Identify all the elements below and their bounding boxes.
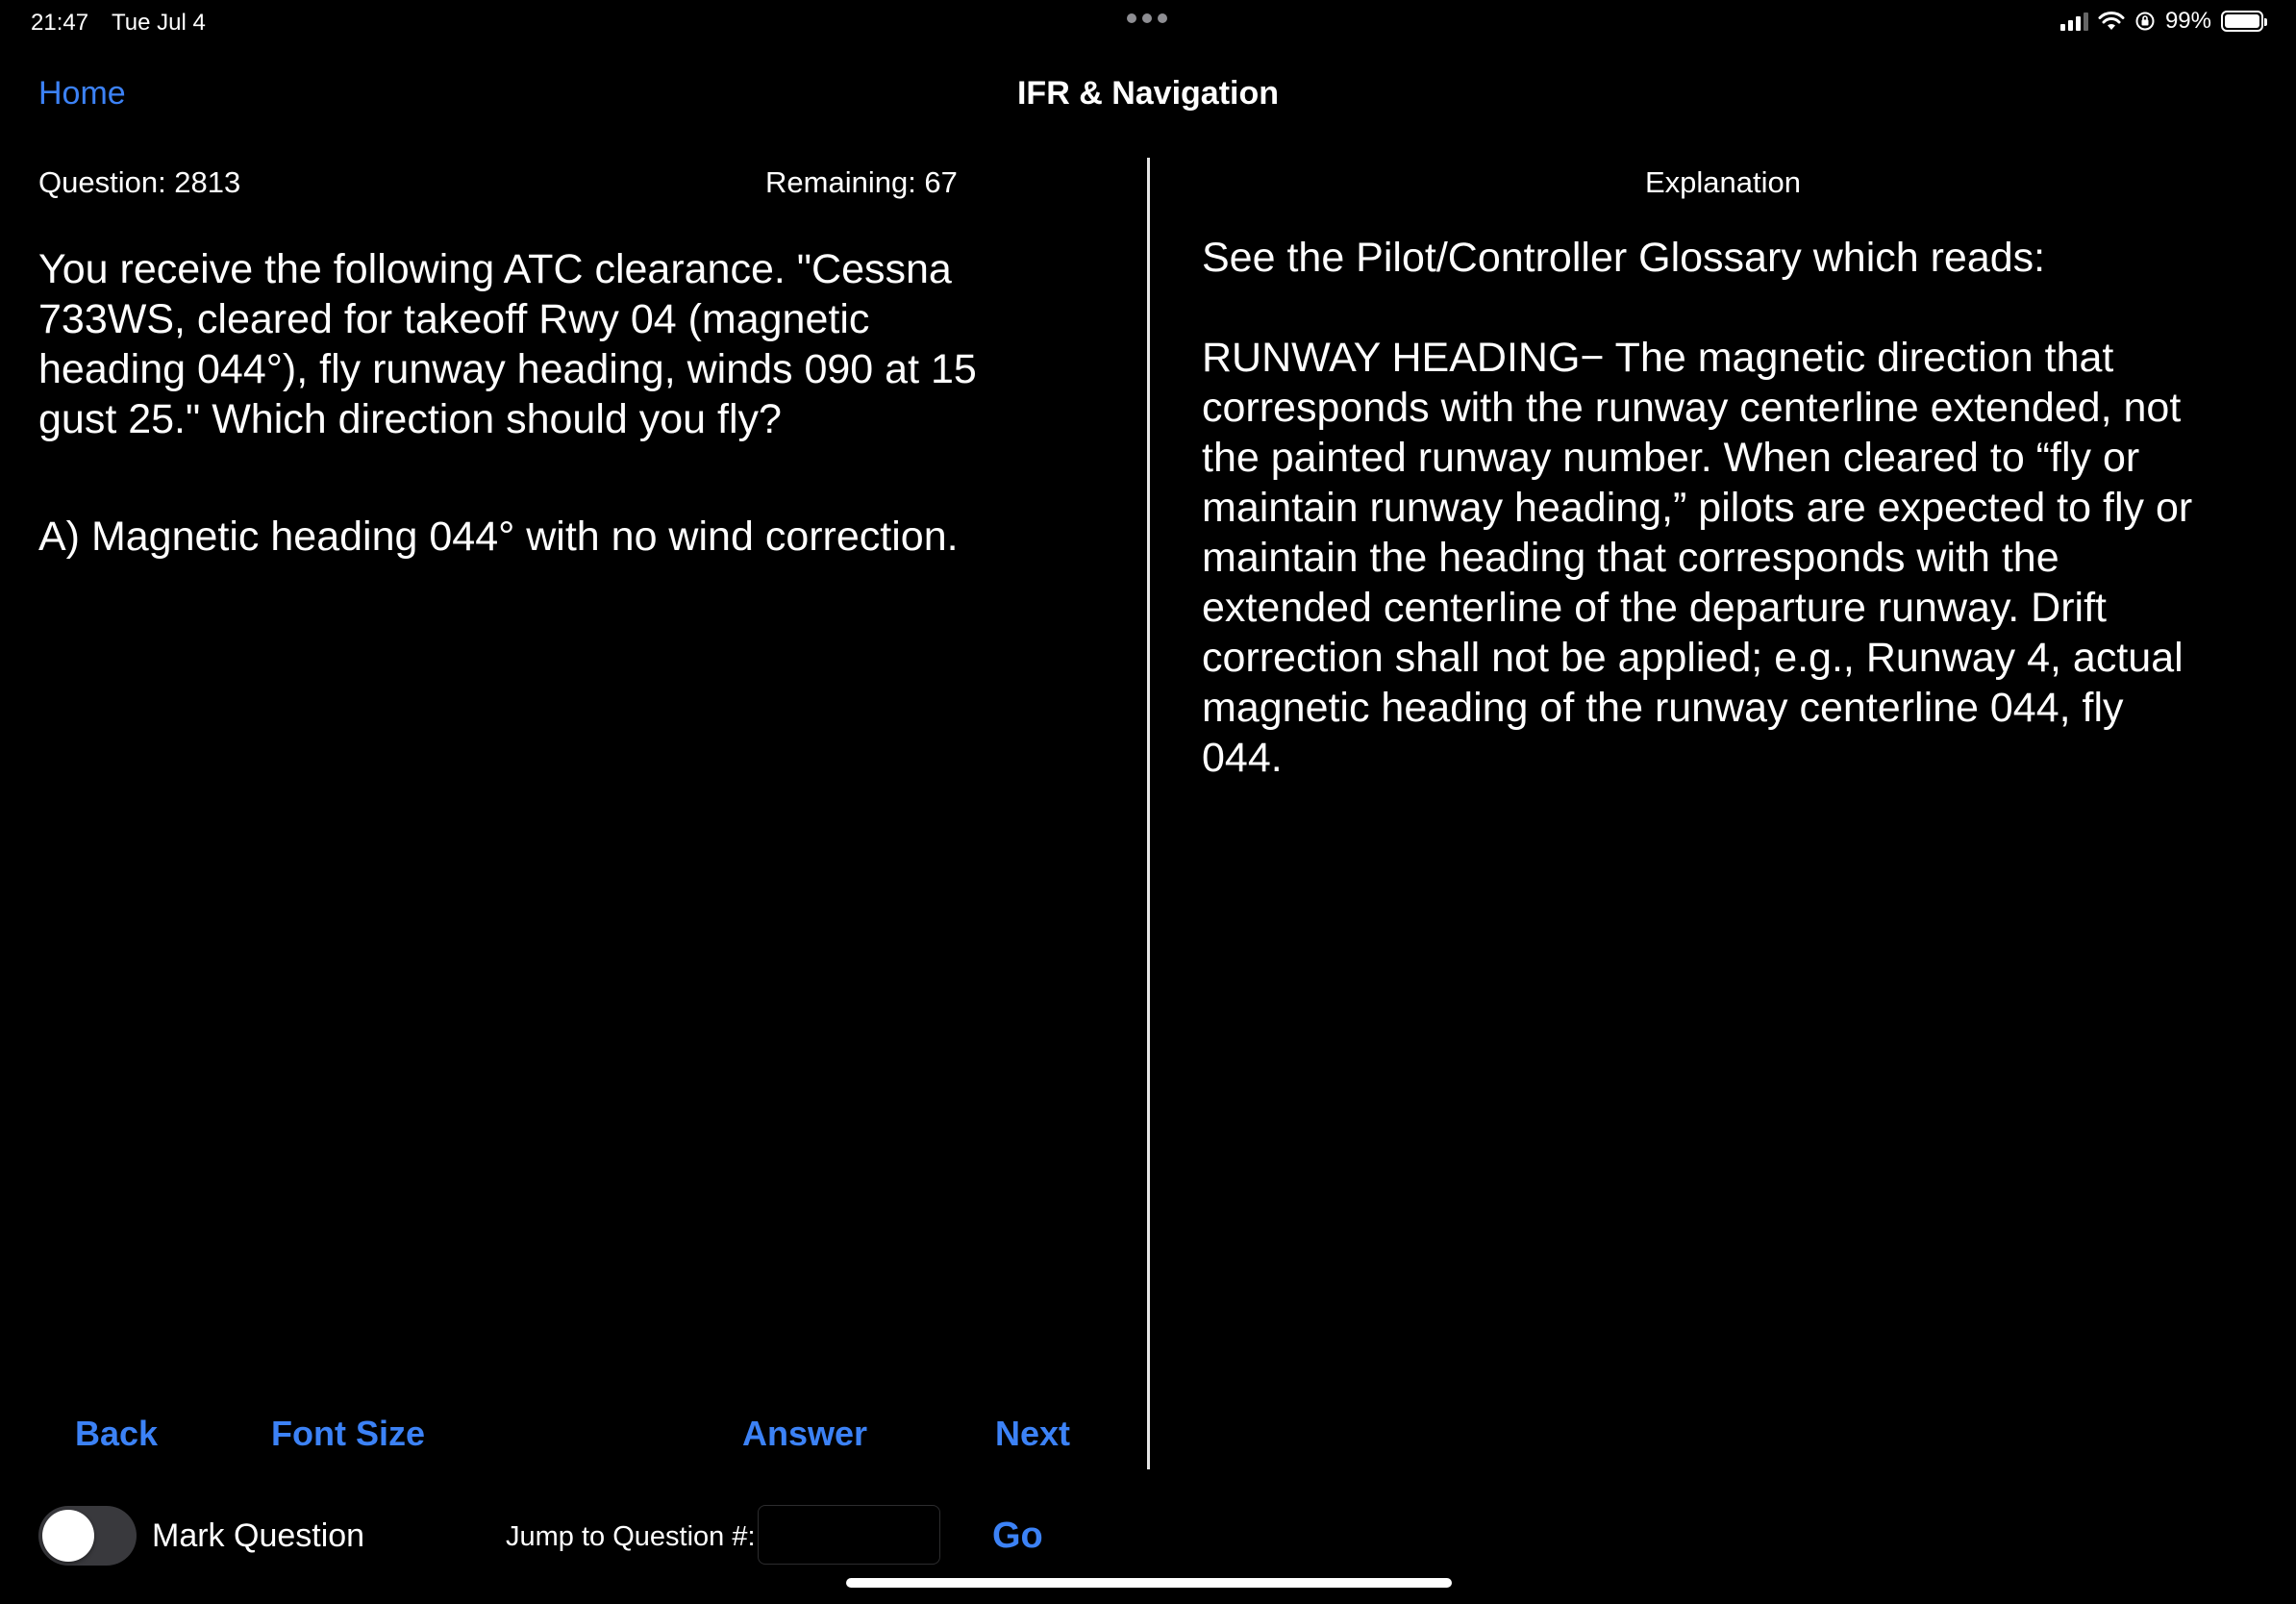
status-date: Tue Jul 4 (112, 10, 206, 36)
orientation-lock-icon (2134, 11, 2156, 32)
explanation-paragraph: See the Pilot/Controller Glossary which reads: (1202, 235, 2046, 281)
jump-to-question-label: Jump to Question #: (506, 1521, 756, 1552)
pane-divider (1147, 158, 1150, 1469)
explanation-body (1202, 233, 2202, 833)
battery-percent: 99% (2164, 8, 2211, 34)
remaining-count: Remaining: 67 (765, 165, 958, 199)
question-number: Question: 2813 (38, 165, 241, 199)
home-indicator[interactable] (846, 1578, 1452, 1588)
go-button[interactable]: Go (992, 1516, 1043, 1556)
mark-question-toggle[interactable] (38, 1506, 137, 1566)
cellular-signal-icon (2060, 12, 2088, 31)
multitasking-dots-icon[interactable] (1127, 13, 1167, 23)
jump-to-question-input[interactable] (758, 1505, 940, 1565)
question-text: You receive the following ATC clearance. "Cessna 733WS, cleared for takeoff Rwy 04 (magnetic heading 044°), fly runway heading, winds 090 at 15 gust 25." Which direction should you fly? (38, 246, 977, 442)
page-title: IFR & Navigation (1016, 75, 1280, 112)
font-size-button[interactable]: Font Size (271, 1414, 425, 1453)
wifi-icon (2098, 11, 2125, 32)
back-button[interactable]: Back (75, 1414, 159, 1453)
battery-icon (2221, 11, 2263, 32)
answer-text: A) Magnetic heading 044° with no wind correction. (38, 514, 959, 560)
mark-question-label: Mark Question (152, 1517, 365, 1554)
answer-button[interactable]: Answer (742, 1414, 868, 1453)
next-button[interactable]: Next (995, 1414, 1071, 1453)
status-indicators (2060, 8, 2263, 35)
status-time: 21:47 (31, 10, 89, 36)
toggle-knob (42, 1510, 94, 1562)
explanation-title: Explanation (1644, 165, 1801, 199)
home-button[interactable]: Home (38, 75, 126, 112)
explanation-paragraph: RUNWAY HEADING− The magnetic direction that corresponds with the runway centerline extended, not the painted runway number. When cleared to “fly or maintain runway heading,” pilots are expected to fly or maintain the heading that corresponds with the extended centerline of the departure runway. Drift correction shall not be applied; e.g., Runway 4, actual magnetic heading of the runway centerline 044, fly 044. (1202, 335, 2193, 781)
